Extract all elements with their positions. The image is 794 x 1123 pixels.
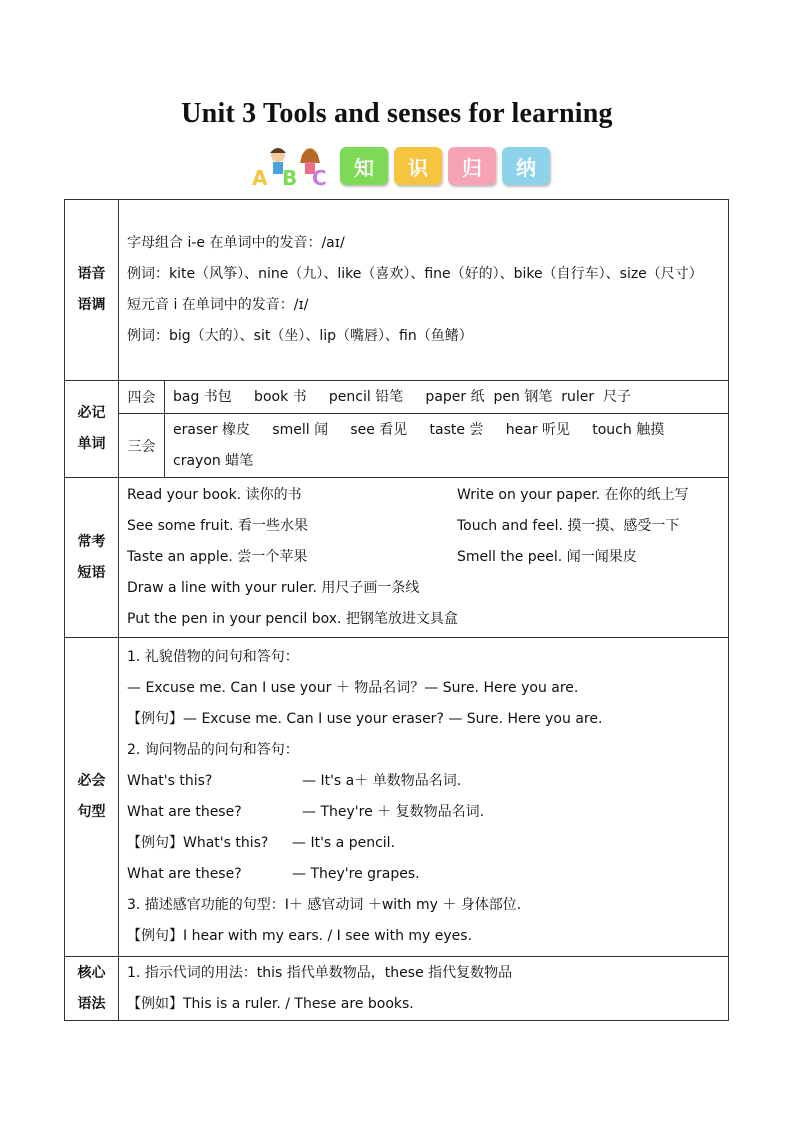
grammar-row <box>65 957 729 1021</box>
sentence-qa-3: 【例句】What's this? — It's a pencil. <box>127 835 395 851</box>
grammar-content <box>119 957 729 1021</box>
phrases-row <box>65 478 729 638</box>
phonics-line-3: 短元音 i 在单词中的发音：/ɪ/ <box>127 297 309 313</box>
sentences-content <box>119 638 729 957</box>
phrases-label: 常考 短语 <box>65 478 119 638</box>
kids-illustration-icon <box>248 143 336 187</box>
phrases-content <box>119 478 729 638</box>
words-label: 必记 单词 <box>65 381 119 478</box>
sentence-heading-3: 3. 描述感官功能的句型：I＋ 感官动词 ＋with my ＋ 身体部位. <box>127 897 522 913</box>
letter-b: B <box>282 166 298 187</box>
sentences-label: 必会 句型 <box>65 638 119 957</box>
level3-words: eraser 橡皮 smell 闻 see 看见 taste 尝 hear 听见 touch 触摸 crayon 蜡笔 <box>165 414 729 478</box>
banner-tile-zhi: 知 <box>340 147 388 185</box>
grammar-line-1: 1. 指示代词的用法：this 指代单数物品，these 指代复数物品 <box>127 964 513 981</box>
sentence-example-3: 【例句】I hear with my ears. / I see with my eyes. <box>127 928 473 944</box>
sentence-qa-2: What are these? — They're ＋ 复数物品名词. <box>127 804 485 820</box>
sentence-qa-1: What's this? — It's a＋ 单数物品名词. <box>127 773 462 789</box>
sentences-row <box>65 638 729 957</box>
letter-c: C <box>312 166 327 187</box>
phrase-row-1: Read your book. 读你的书 Write on your paper. 在你的纸上写 <box>127 487 689 503</box>
phonics-row <box>65 200 729 381</box>
phonics-line-4: 例词：big（大的）、sit（坐）、lip（嘴唇）、fin（鱼鳍） <box>127 328 473 344</box>
phonics-line-1: 字母组合 i-e 在单词中的发音：/aɪ/ <box>127 235 345 251</box>
words-row-level3 <box>65 414 729 478</box>
phonics-label: 语音 语调 <box>65 200 119 381</box>
phrase-row-2: See some fruit. 看一些水果 Touch and feel. 摸一摸、感受一下 <box>127 518 680 534</box>
phrase-row-5: Put the pen in your pencil box. 把钢笔放进文具盒 <box>127 611 458 627</box>
phrase-row-3: Taste an apple. 尝一个苹果 Smell the peel. 闻一闻果皮 <box>127 549 637 565</box>
banner-tile-na: 纳 <box>502 147 550 185</box>
sentence-heading-1: 1. 礼貌借物的问句和答句： <box>127 649 299 665</box>
words-row-level4 <box>65 381 729 414</box>
banner-tile-gui: 归 <box>448 147 496 185</box>
page-title: Unit 3 Tools and senses for learning <box>181 98 613 129</box>
level4-label: 四会 <box>119 381 165 414</box>
level3-label: 三会 <box>119 414 165 478</box>
letter-a: A <box>252 166 268 187</box>
level4-words: bag 书包 book 书 pencil 铅笔 paper 纸 pen 钢笔 ruler 尺子 <box>165 381 729 414</box>
sentence-heading-2: 2. 询问物品的问句和答句： <box>127 742 299 758</box>
grammar-label: 核心 语法 <box>65 957 119 1021</box>
phrase-row-4: Draw a line with your ruler. 用尺子画一条线 <box>127 580 420 596</box>
phonics-content <box>119 200 729 381</box>
sentence-qa-4: What are these? — They're grapes. <box>127 866 420 882</box>
phonics-line-2: 例词：kite（风筝）、nine（九）、like（喜欢）、fine（好的）、bike（自行车）、size（尺寸） <box>127 266 703 282</box>
knowledge-table <box>64 199 729 1021</box>
sentence-pattern-1: — Excuse me. Can I use your ＋ 物品名词？— Sure. Here you are. <box>127 680 579 696</box>
knowledge-summary-banner <box>248 143 558 187</box>
grammar-line-2: 【例如】This is a ruler. / These are books. <box>127 995 414 1012</box>
sentence-example-1: 【例句】— Excuse me. Can I use your eraser? — Sure. Here you are. <box>127 711 603 727</box>
banner-tile-shi: 识 <box>394 147 442 185</box>
